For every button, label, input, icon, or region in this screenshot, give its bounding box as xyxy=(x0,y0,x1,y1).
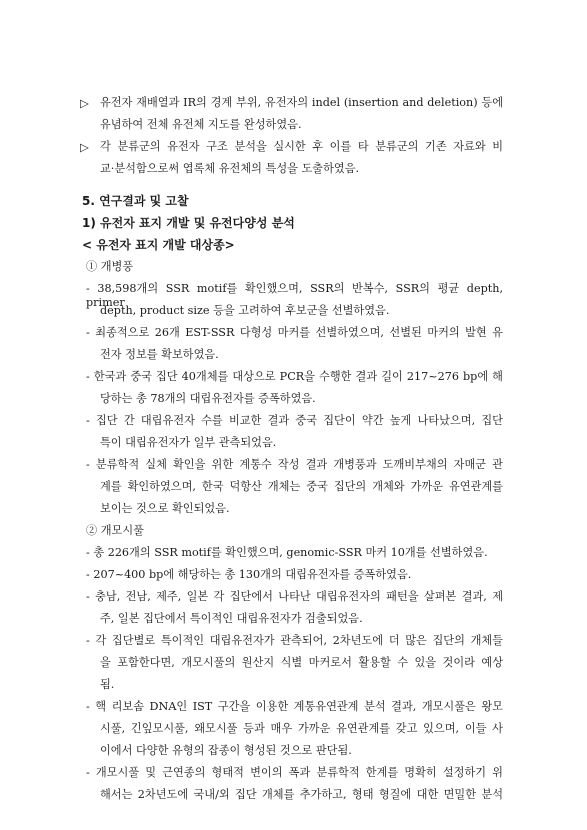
list-item: - 38,598개의 SSR motif를 확인했으며, SSR의 반복수, SSR의 평균 depth, primer xyxy=(86,282,503,309)
list-item-continuation: 시풀, 긴잎모시풀, 왜모시풀 등과 매우 가까운 유연관계를 갖고 있으며, 이들 사 xyxy=(100,722,503,735)
list-item-continuation: 을 포함한다면, 개모시풀의 원산지 식별 마커로서 활용할 수 있을 것이라 예상 xyxy=(100,656,503,669)
intro-bullet-2-line-2: 교·분석함으로써 엽록체 유전체의 특성을 도출하였음. xyxy=(100,162,360,175)
list-item-continuation: 계를 확인하였으며, 한국 덕항산 개체는 중국 집단의 개체와 가까운 유연관계를 xyxy=(100,480,503,493)
list-item-continuation: 특이 대립유전자가 일부 관측되었음. xyxy=(100,436,277,449)
intro-bullet-1-line-1: 유전자 재배열과 IR의 경계 부위, 유전자의 indel (insertion and deletion) 등에 xyxy=(100,96,503,109)
intro-bullet-1-line-2: 유념하여 전체 유전체 지도를 완성하였음. xyxy=(100,118,302,131)
section-title: 5. 연구결과 및 고찰 xyxy=(82,194,189,208)
list-item-continuation: 전자 정보를 확보하였음. xyxy=(100,348,219,361)
list-item-continuation: 이에서 다양한 유형의 잡종이 형성된 것으로 판단됨. xyxy=(100,744,352,757)
list-item: - 개모시풀 및 근연종의 형태적 변이의 폭과 분류학적 한계를 명확히 설정하기 위 xyxy=(86,766,503,779)
triangle-bullet-icon: ▷ xyxy=(80,140,89,154)
target-species-heading: < 유전자 표지 개발 대상종> xyxy=(82,238,235,252)
list-item-continuation: 보이는 것으로 확인되었음. xyxy=(100,502,230,515)
list-item: - 최종적으로 26개 EST-SSR 다형성 마커를 선별하였으며, 선별된 마커의 발현 유 xyxy=(86,326,503,339)
list-item: - 집단 간 대립유전자 수를 비교한 결과 중국 집단이 약간 높게 나타났으며, 집단 xyxy=(86,414,503,427)
triangle-bullet-icon: ▷ xyxy=(80,96,89,110)
list-item-continuation: 됨. xyxy=(100,678,115,691)
list-item-continuation: depth, product size 등을 고려하여 후보군을 선별하였음. xyxy=(100,304,390,317)
list-item: - 분류학적 실체 확인을 위한 계통수 작성 결과 개병풍과 도깨비부채의 자매군 관 xyxy=(86,458,503,471)
species-label-1: ① 개병풍 xyxy=(86,260,134,273)
list-item: - 한국과 중국 집단 40개체를 대상으로 PCR을 수행한 결과 길이 217~276 bp에 해 xyxy=(86,370,503,383)
list-item: - 충남, 전남, 제주, 일본 각 집단에서 나타난 대립유전자의 패턴을 살펴본 결과, 제 xyxy=(86,590,503,603)
intro-bullet-2-line-1: 각 분류군의 유전자 구조 분석을 실시한 후 이를 타 분류군의 기존 자료와 비 xyxy=(100,140,503,153)
list-item-continuation: 당하는 총 78개의 대립유전자를 증폭하였음. xyxy=(100,392,316,405)
list-item-continuation: 해서는 2차년도에 국내/외 집단 개체를 추가하고, 형태 형질에 대한 면밀한 분석 xyxy=(100,788,503,801)
list-item: - 총 226개의 SSR motif를 확인했으며, genomic-SSR 마커 10개를 선별하였음. xyxy=(86,546,488,559)
list-item-continuation: 주, 일본 집단에서 특이적인 대립유전자가 검출되었음. xyxy=(100,612,363,625)
subsection-title: 1) 유전자 표지 개발 및 유전다양성 분석 xyxy=(82,216,295,230)
list-item: - 각 집단별로 특이적인 대립유전자가 관측되어, 2차년도에 더 많은 집단의 개체들 xyxy=(86,634,503,647)
list-item: - 207~400 bp에 해당하는 총 130개의 대립유전자를 증폭하였음. xyxy=(86,568,412,581)
species-label-2: ② 개모시풀 xyxy=(86,524,144,537)
list-item: - 핵 리보솜 DNA인 IST 구간을 이용한 계통유연관계 분석 결과, 개모시풀은 왕모 xyxy=(86,700,503,713)
